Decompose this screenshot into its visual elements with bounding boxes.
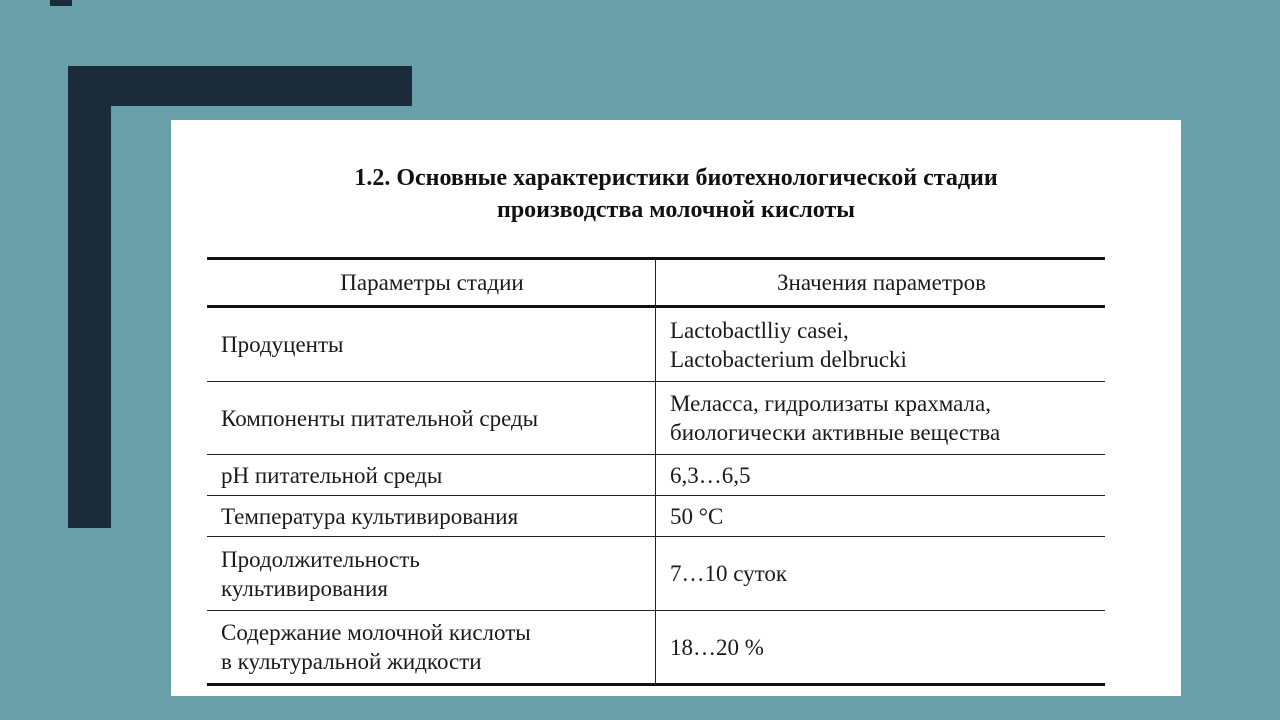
caption-line-2: производства молочной кислоты [496,197,856,223]
param-cell [207,307,656,382]
value-cell [656,496,1106,537]
table-header-row [207,259,1105,307]
param-text: Температура культивирования [221,503,519,529]
param-text: Продолжительность [221,546,420,572]
value-cell [656,611,1106,685]
param-text: Содержание молочной кислоты [221,620,531,645]
value-text: Lactobacterium delbrucki [670,346,907,372]
table-row [207,496,1105,537]
table-row [207,382,1105,455]
table-caption [171,162,1181,226]
header-parameters: Параметры стадии [207,259,656,307]
table-row [207,307,1105,382]
param-cell [207,611,656,685]
header-values: Значения параметров [656,259,1106,307]
param-text: pH питательной среды [221,462,443,488]
decorative-bracket-left [68,66,111,528]
document-page [171,120,1181,696]
param-text: Компоненты питательной среды [221,405,539,431]
value-cell [656,382,1106,455]
value-text: Lactobactlliy casei, [670,317,849,343]
value-cell [656,537,1106,611]
param-text: Продуценты [221,332,344,357]
param-cell [207,537,656,611]
decorative-bracket-top [68,66,412,106]
param-text: культивирования [221,575,388,601]
table-row [207,611,1105,685]
value-text: 6,3…6,5 [670,462,751,488]
value-text: биологически активные вещества [670,420,1001,445]
parameters-table [207,257,1105,686]
value-text: 18…20 % [670,634,764,660]
param-cell [207,382,656,455]
param-cell [207,455,656,496]
value-text: 50 °C [670,503,724,529]
value-text: Меласса, гидролизаты крахмала, [670,391,991,416]
decorative-mark [50,0,72,6]
value-cell [656,307,1106,382]
table-row [207,455,1105,496]
table-row [207,537,1105,611]
param-cell [207,496,656,537]
value-cell [656,455,1106,496]
param-text: в культуральной жидкости [221,649,482,674]
value-text: 7…10 суток [670,561,788,586]
caption-line-1: 1.2. Основные характеристики биотехнологической стадии [354,165,998,191]
